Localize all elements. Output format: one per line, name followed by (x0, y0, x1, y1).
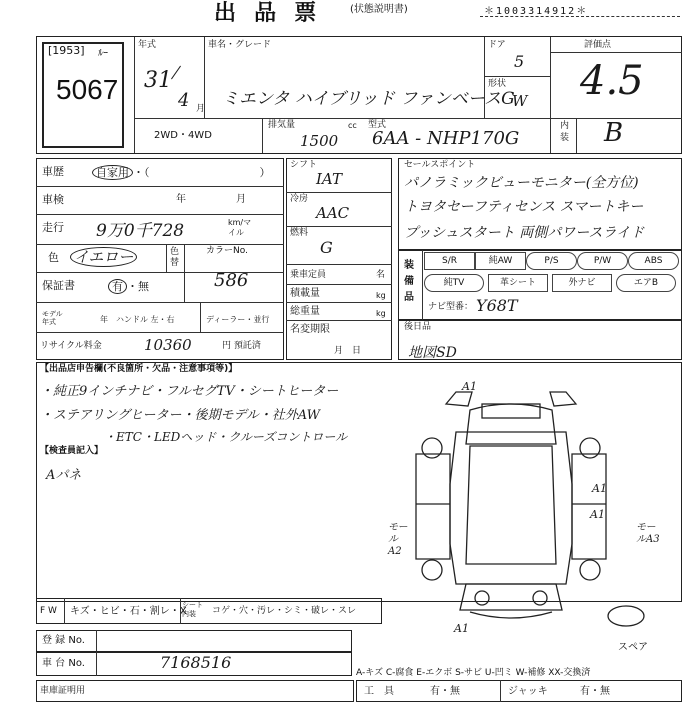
fw-label: F W (40, 606, 57, 616)
capacity-unit: 名 (376, 270, 386, 280)
history-label: 車歴 (42, 165, 64, 178)
lot-suffix: ﾙｰ (98, 48, 108, 59)
interior-label: 内装 (560, 121, 570, 143)
mileage-label: 走行 (42, 221, 64, 234)
equipment-item: ABS (628, 252, 679, 270)
tools-label: 工 具 (364, 686, 394, 697)
report-line: ・純正9インチナビ・フルセグTV・シートヒーター (40, 384, 339, 399)
damage-mark: A1 (454, 622, 469, 635)
damage-mark: A1 (592, 482, 607, 495)
damage-mark: A1 (462, 380, 477, 393)
load-label: 積載量 (290, 288, 320, 299)
displacement-label: 排気量 (268, 120, 296, 130)
ownership-unit: 月 日 (334, 346, 362, 356)
sales-line: パノラミックビューモニター(全方位) (404, 175, 639, 191)
reg-label: 登 録 No. (42, 635, 85, 646)
rear-value: 地図SD (408, 345, 457, 361)
rear-label: 後日品 (404, 322, 432, 332)
model-year-unit: 年 (100, 315, 108, 324)
fw-value: キズ・ヒビ・石・割レ・X (70, 606, 187, 617)
equipment-label: 装備品 (404, 260, 414, 303)
equipment-item: 純AW (475, 252, 526, 270)
shift-label: シフト (290, 160, 318, 170)
seat-label: シート内装 (182, 601, 203, 618)
capacity-label: 乗車定員 (290, 270, 327, 280)
shape-value: W (512, 92, 528, 110)
inspector-value: Aパネ (46, 468, 82, 483)
load-unit: kg (376, 291, 386, 300)
car-name-value: ミエンタ ハイブリッド ファンベースG (222, 89, 515, 109)
inspector-label: 【検査員記入】 (40, 446, 104, 456)
car-diagram (386, 384, 682, 644)
displacement-unit: cc (348, 121, 357, 130)
form-subtitle: (状態説明書) (350, 4, 408, 15)
sales-line: トヨタセーフティセンス スマートキー (404, 199, 644, 215)
handle-label: ハンドル 左・右 (116, 315, 175, 324)
lot-number: 5067 (56, 74, 119, 105)
legend: A-キズ C-腐食 E-エクボ S-サビ U-凹ミ W-補修 XX-交換済 (356, 668, 591, 678)
gross-unit: kg (376, 309, 386, 318)
equipment-item: S/R (424, 252, 475, 270)
spare-label: スペア (618, 642, 648, 653)
equipment-item: 革シート (488, 274, 548, 292)
model-value: 6AA - NHP170G (372, 128, 520, 149)
lot-tag: [1953] (48, 44, 85, 57)
navi-value: Y68T (476, 296, 518, 315)
year-label: 年式 (138, 40, 157, 50)
displacement-value: 1500 (300, 132, 339, 150)
gross-label: 総重量 (290, 306, 320, 317)
damage-mark: モールA2 (388, 522, 408, 557)
drive-label: 2WD・4WD (154, 130, 212, 141)
month-value: 4 (178, 90, 190, 111)
recycle-value: 10360 (144, 336, 192, 354)
color-no-value: 586 (214, 270, 249, 291)
report-line: ・ETC・LEDヘッド・クルーズコントロール (104, 430, 348, 444)
tools-value: 有・無 (430, 686, 460, 697)
fuel-value: G (320, 238, 333, 257)
interior-value: B (604, 118, 624, 148)
equipment-item: 外ナビ (552, 274, 612, 292)
chassis-label: 車 台 No. (42, 658, 85, 669)
equipment-item: エアB (616, 274, 676, 292)
inspection-value: 年 月 (176, 194, 246, 205)
warranty-label: 保証書 (42, 279, 75, 292)
year-value: 31 (144, 68, 172, 93)
ac-label: 冷房 (290, 194, 309, 204)
car-name-label: 車名・グレード (208, 40, 272, 50)
form-title: 出 品 票 (214, 0, 323, 25)
sales-label: セールスポイント (404, 160, 476, 170)
shift-value: IAT (316, 170, 342, 188)
fuel-label: 燃料 (290, 228, 309, 238)
color-label: 色 (48, 251, 59, 264)
sales-line: プッシュスタート 両側パワースライド (404, 225, 645, 241)
inspection-label: 車検 (42, 193, 64, 206)
shape-label: 形状 (488, 79, 507, 89)
model-label: 型式 (368, 120, 387, 130)
chassis-value: 7168516 (160, 653, 232, 672)
model-year-label: モデル年式 (42, 310, 63, 326)
equipment-item: P/W (577, 252, 628, 270)
score-value: 4.5 (580, 58, 644, 104)
serial-number: ＊1003314912＊ (484, 6, 589, 17)
ac-value: AAC (316, 204, 350, 222)
score-label: 評価点 (584, 40, 612, 50)
ownership-label: 名変期限 (290, 324, 330, 335)
jack-label: ジャッキ (508, 686, 548, 697)
equipment-item: P/S (526, 252, 577, 270)
color-no-label: カラーNo. (206, 246, 248, 256)
report-label: 【出品店申告欄(不良箇所・欠品・注意事項等)】 (40, 364, 238, 374)
month-unit: 月 (196, 104, 206, 114)
damage-mark: モールA3 (636, 522, 660, 545)
damage-mark: A1 (590, 508, 605, 521)
door-value: 5 (514, 52, 525, 71)
mileage-unit: km/マイル (228, 218, 252, 237)
mileage-value: 9万0千728 (96, 221, 185, 241)
color-change-label: 色替 (170, 247, 180, 268)
seat-value: コゲ・穴・汚レ・シミ・破レ・スレ (212, 606, 357, 616)
navi-label: ナビ型番： (428, 302, 474, 312)
report-line: ・ステアリングヒーター・後期モデル・社外AW (40, 408, 321, 423)
warranty-value: 有 ・無 (108, 278, 149, 294)
dealer-label: ディーラー・並行 (206, 315, 270, 324)
door-label: ドア (488, 40, 506, 50)
history-circle: 自家用 (92, 165, 133, 180)
color-value: イエロー (70, 246, 137, 267)
recycle-unit: 円 預託済 (222, 341, 261, 351)
recycle-label: リサイクル料金 (40, 341, 102, 351)
history-value: 自家用 ・（ ） (92, 164, 271, 180)
equipment-item: 純TV (424, 274, 484, 292)
jack-value: 有・無 (580, 686, 610, 697)
cert-label: 車庫証明用 (40, 686, 86, 696)
